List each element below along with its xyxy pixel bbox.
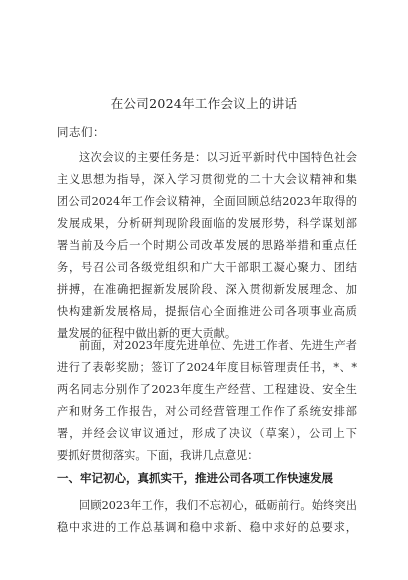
section-heading: 一、牢记初心，真抓实干，推进公司各项工作快速发展 — [57, 471, 333, 485]
paragraph-line: 务，号召公司各级党组织和广大干部职工凝心聚力、团结 — [57, 261, 357, 274]
paragraph-line: 署当前及今后一个时期公司改革发展的思路举措和重点任 — [57, 239, 357, 252]
paragraph-line: 前面，对2023年度先进单位、先进工作者、先进生产者 — [79, 339, 357, 352]
paragraph-line: 稳中求进的工作总基调和稳中求新、稳中求好的总要求， — [57, 521, 357, 534]
paragraph-line: 拼搏，在准确把握新发展阶段、深入贯彻新发展理念、加 — [57, 283, 357, 296]
paragraph-line: 主义思想为指导，深入学习贯彻党的二十大会议精神和集 — [57, 173, 357, 186]
paragraph-line: 这次会议的主要任务是：以习近平新时代中国特色社会 — [79, 151, 357, 164]
paragraph-line: 量发展的征程中做出新的更大贡献。 — [57, 327, 237, 340]
document-title: 在公司2024年工作会议上的讲话 — [110, 96, 298, 111]
paragraph-line: 进行了表彰奖励；签订了2024年度目标管理责任书，*、* — [57, 361, 357, 374]
paragraph-1 — [57, 147, 357, 345]
paragraph-line: 产和财务工作报告，对公司经营管理工作作了系统安排部 — [57, 405, 357, 418]
paragraph-line: 署，并经会议审议通过，形成了决议（草案），公司上下 — [57, 427, 357, 440]
paragraph-line: 快构建新发展格局，提振信心全面推进公司各项事业高质 — [57, 305, 357, 318]
salutation: 同志们： — [57, 125, 105, 139]
paragraph-line: 团公司2024年工作会议精神，全面回顾总结2023年取得的 — [57, 195, 357, 208]
paragraph-line: 回顾2023年工作，我们不忘初心，砥砺前行。始终突出 — [79, 499, 357, 512]
paragraph-2 — [57, 335, 357, 467]
paragraph-line: 发展成果，分析研判现阶段面临的发展形势，科学谋划部 — [57, 217, 357, 230]
paragraph-3 — [57, 495, 357, 539]
paragraph-line: 两名同志分别作了2023年度生产经营、工程建设、安全生 — [57, 383, 357, 396]
paragraph-line: 要抓好贯彻落实。下面，我讲几点意见： — [57, 449, 259, 462]
